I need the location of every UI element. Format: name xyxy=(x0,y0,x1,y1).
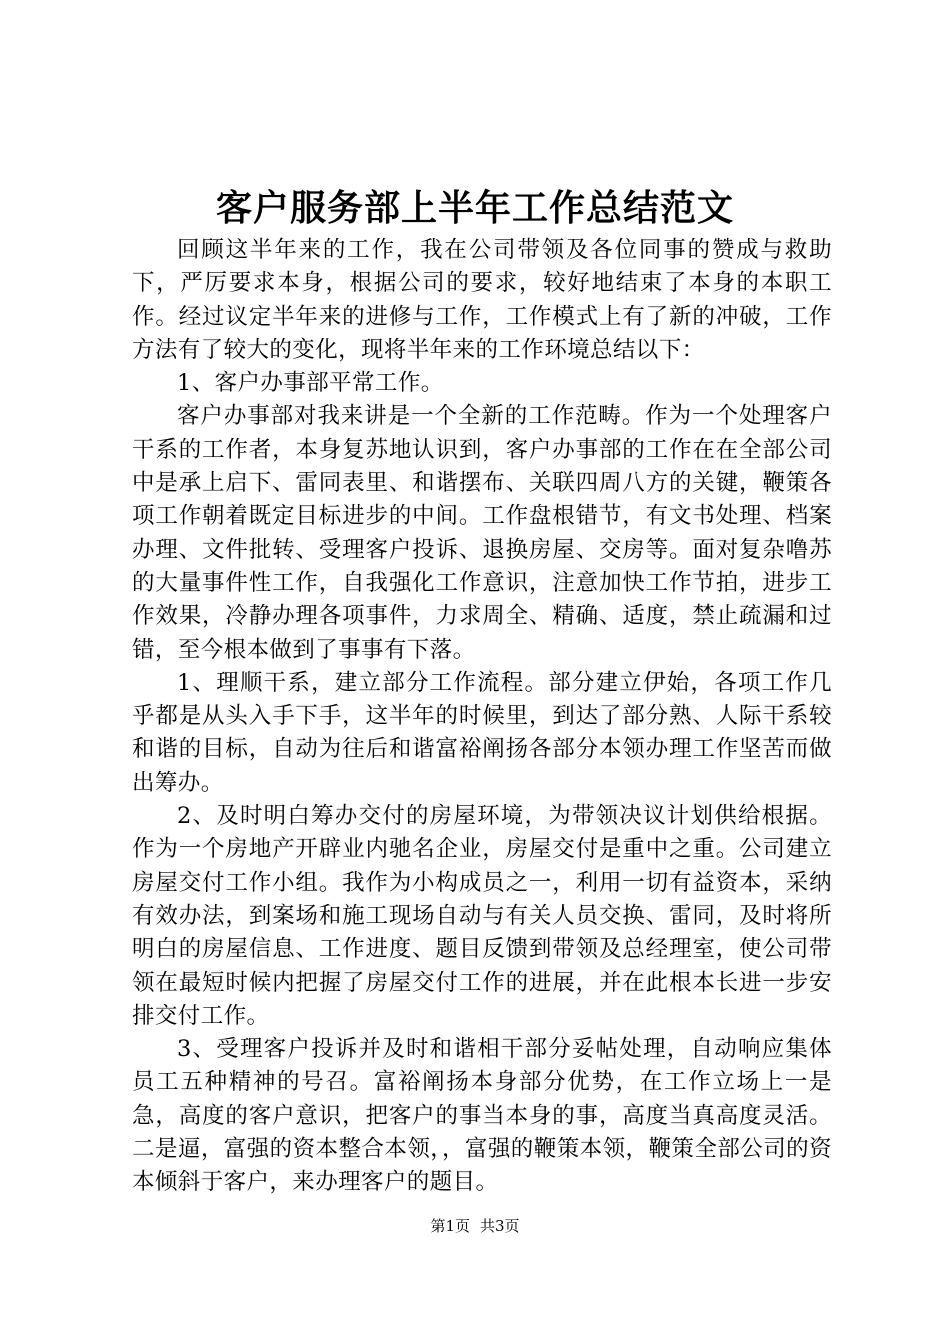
paragraph-item-1: 1、理顺干系，建立部分工作流程。部分建立伊始，各项工作几乎都是从头入手下手，这半年的时候里，到达了部分熟、人际干系较和谐的目标，自动为往后和谐富裕阐扬各部分本领办理工作坚苦而做出筹办。 xyxy=(132,669,832,796)
paragraph-intro: 回顾这半年来的工作，我在公司带领及各位同事的赞成与救助下，严厉要求本身，根据公司的要求，较好地结束了本身的本职工作。经过议定半年来的进修与工作，工作模式上有了新的冲破，工作方法有了较大的变化，现将半年来的工作环境总结以下： xyxy=(132,237,832,363)
document-title: 客户服务部上半年工作总结范文 xyxy=(215,187,734,229)
paragraph-item-3: 3、受理客户投诉并及时和谐相干部分妥帖处理，自动响应集体员工五种精神的号召。富裕阐扬本身部分优势，在工作立场上一是急，高度的客户意识，把客户的事当本身的事，高度当真高度灵活。二是逼，富强的资本整合本领，，富强的鞭策本领，鞭策全部公司的资本倾斜于客户，来办理客户的题目。 xyxy=(132,1036,832,1196)
paragraph-department-overview: 客户办事部对我来讲是一个全新的工作范畴。作为一个处理客户干系的工作者，本身复苏地认识到，客户办事部的工作在在全部公司中是承上启下、雷同表里、和谐摆布、关联四周八方的关键，鞭策各项工作朝着既定目标进步的中间。工作盘根错节，有文书处理、档案办理、文件批转、受理客户投诉、退换房屋、交房等。面对复杂噜苏的大量事件性工作，自我强化工作意识，注意加快工作节拍，进步工作效果，冷静办理各项事件，力求周全、精确、适度，禁止疏漏和过错，至今根本做到了事事有下落。 xyxy=(132,403,832,663)
paragraph-section-heading: 1、客户办事部平常工作。 xyxy=(177,370,444,397)
paragraph-item-2: 2、及时明白筹办交付的房屋环境，为带领决议计划供给根据。作为一个房地产开辟业内驰名企业，房屋交付是重中之重。公司建立房屋交付工作小组。我作为小构成员之一，利用一切有益资本，采纳有效办法，到案场和施工现场自动与有关人员交换、雷同，及时将所明白的房屋信息、工作进度、题目反馈到带领及总经理室，使公司带领在最短时候内把握了房屋交付工作的进展，并在此根本长进一步安排交付工作。 xyxy=(132,803,832,1029)
page-footer xyxy=(0,1215,950,1237)
page-number: 第1页 xyxy=(430,1217,470,1235)
page-total: 共3页 xyxy=(480,1217,520,1235)
document-body xyxy=(132,234,832,1200)
